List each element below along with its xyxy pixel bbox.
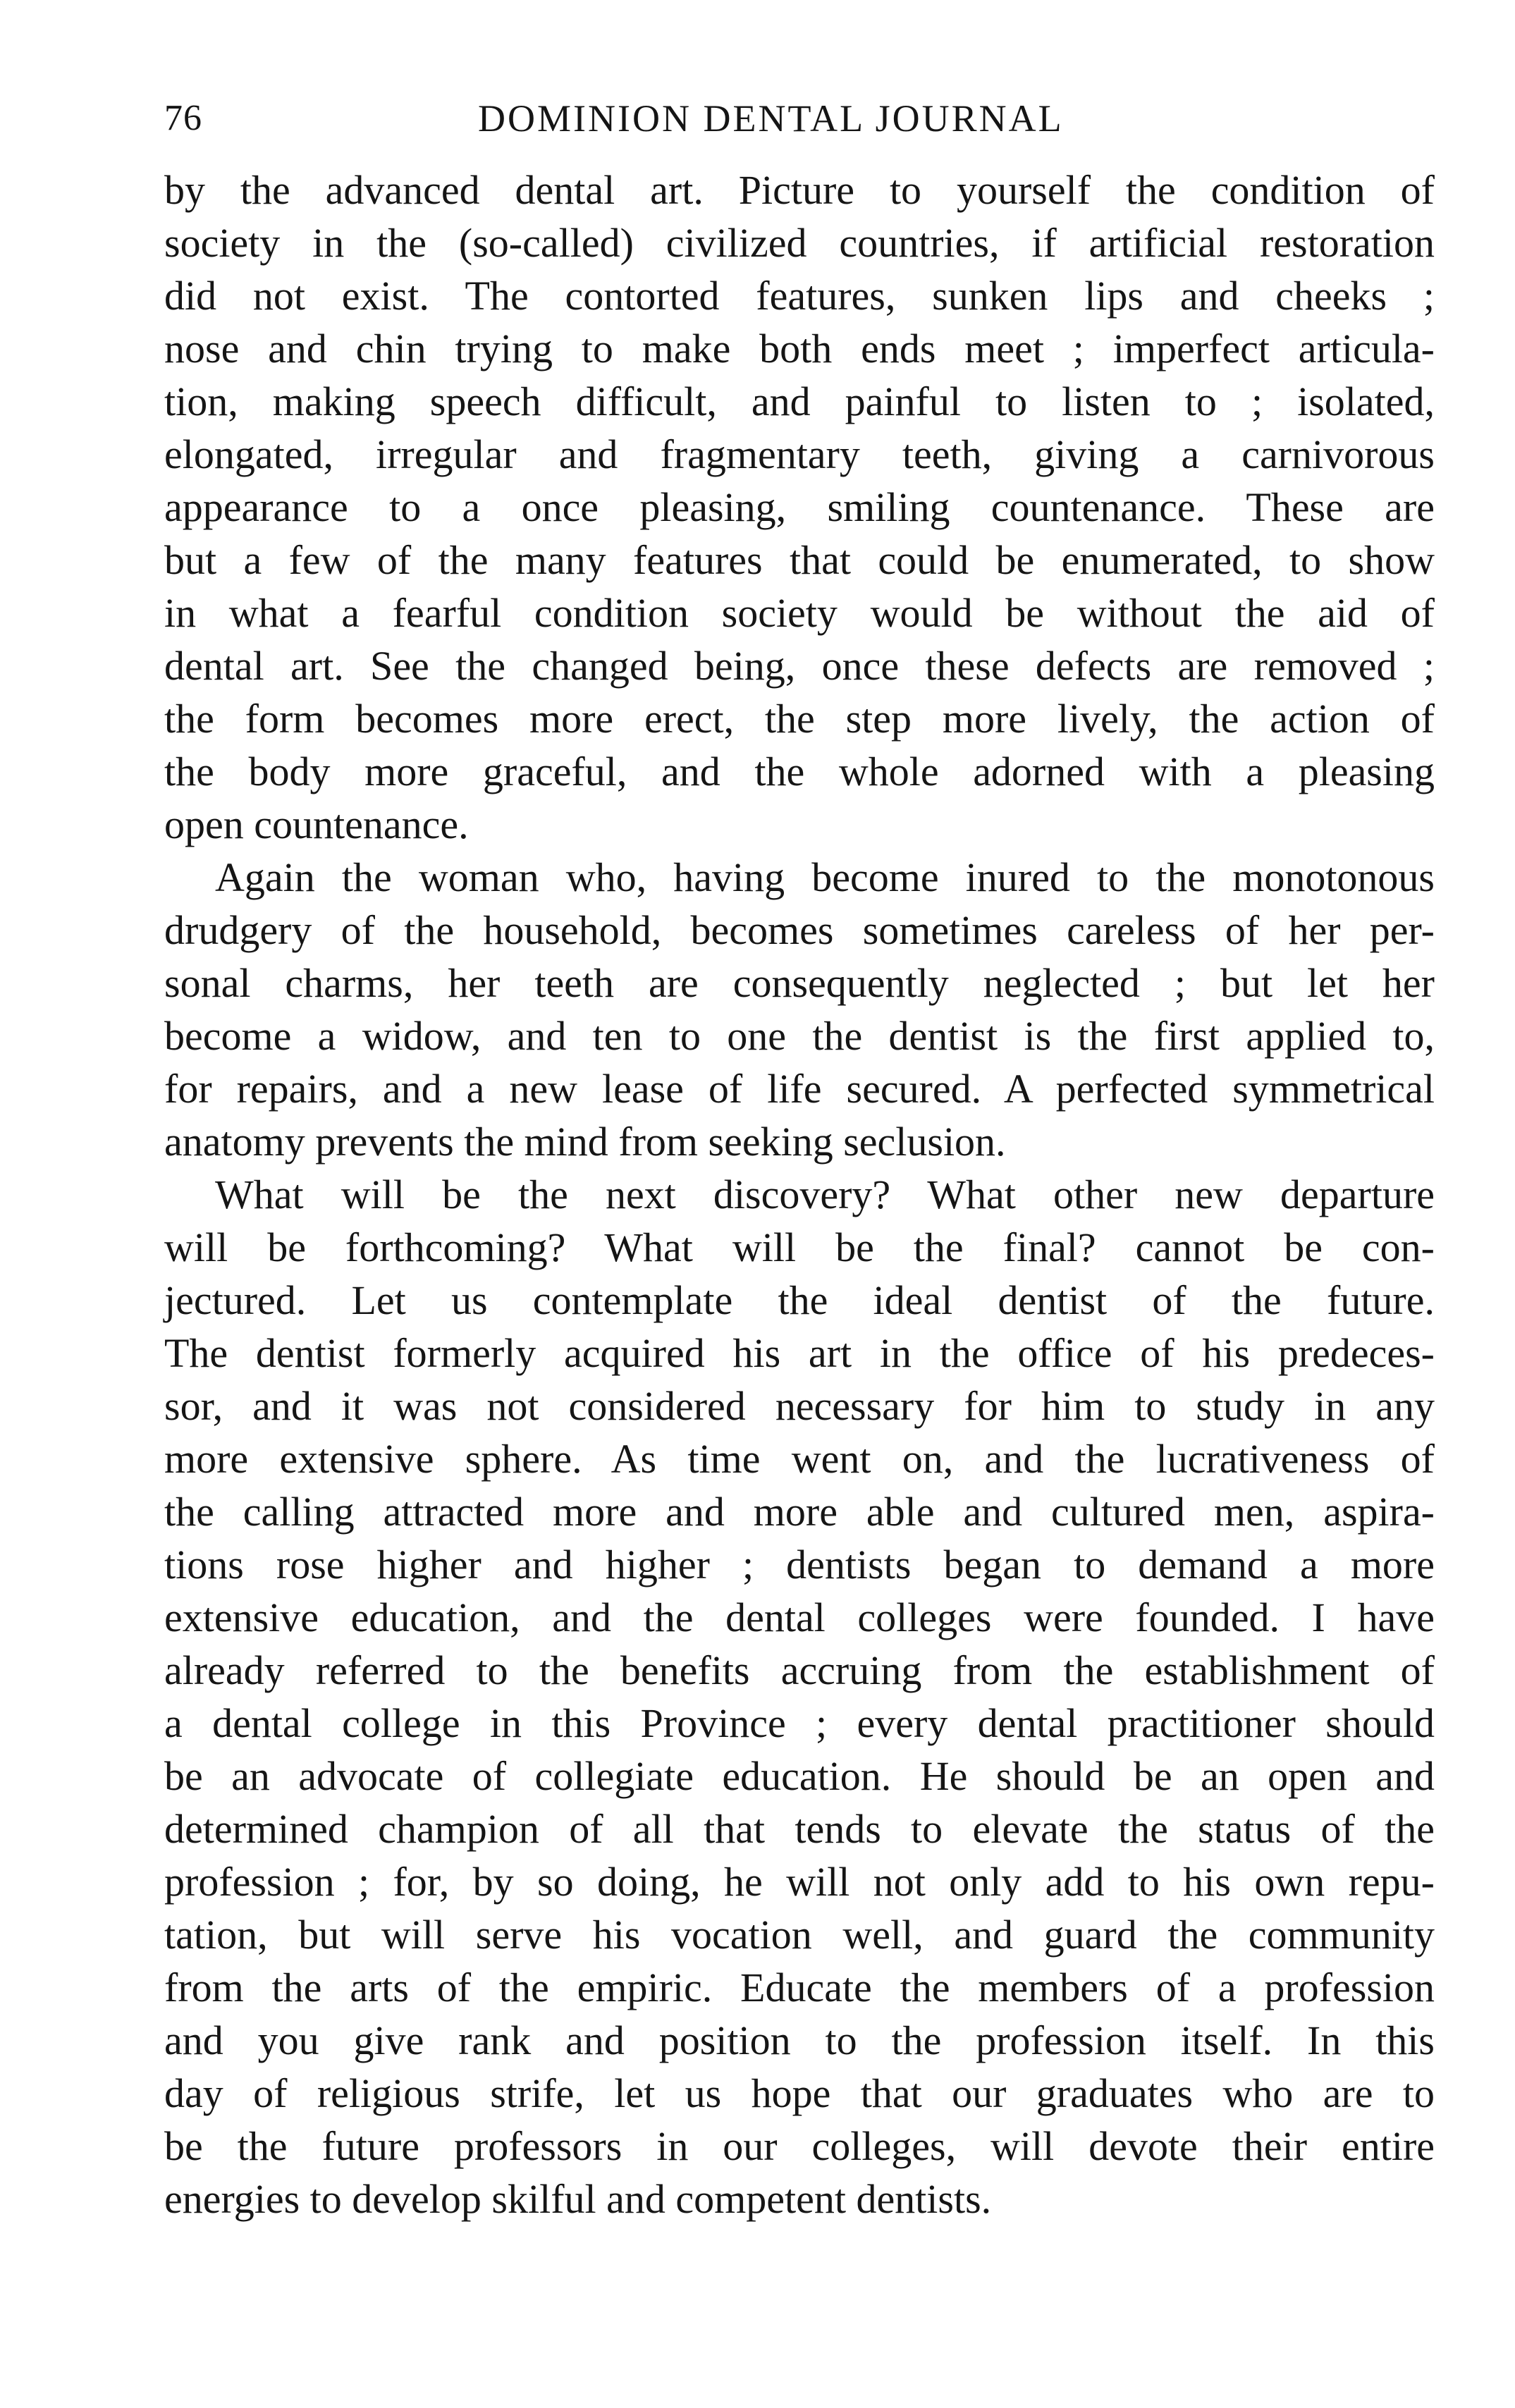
text-line: for repairs, and a new lease of life secured. A perfected symmetrical: [164, 1066, 1435, 1112]
text-line: but a few of the many features that could be enumerated, to show: [164, 537, 1435, 583]
text-line: will be forthcoming? What will be the final? cannot be con-: [164, 1224, 1435, 1270]
page-number: 76: [164, 98, 202, 138]
text-line: profession ; for, by so doing, he will not only add to his own repu-: [164, 1859, 1435, 1905]
text-line: the form becomes more erect, the step more lively, the action of: [164, 696, 1435, 742]
article-body: [164, 164, 1435, 2225]
text-line: What will be the next discovery? What other new departure: [215, 1172, 1435, 1217]
text-line: already referred to the benefits accruing from the establishment of: [164, 1647, 1435, 1693]
text-line: extensive education, and the dental colleges were founded. I have: [164, 1595, 1435, 1640]
text-line: and you give rank and position to the profession itself. In this: [164, 2017, 1435, 2063]
text-line: the body more graceful, and the whole adorned with a pleasing: [164, 749, 1435, 794]
text-line: anatomy prevents the mind from seeking seclusion.: [164, 1119, 1006, 1165]
running-head: DOMINION DENTAL JOURNAL: [478, 97, 1064, 140]
text-line: The dentist formerly acquired his art in the office of his predeces-: [164, 1330, 1435, 1376]
text-line: dental art. See the changed being, once these defects are removed ;: [164, 643, 1435, 689]
text-line: tation, but will serve his vocation well, and guard the community: [164, 1912, 1435, 1958]
text-line: sonal charms, her teeth are consequently neglected ; but let her: [164, 960, 1435, 1006]
text-line: tion, making speech difficult, and painful to listen to ; isolated,: [164, 379, 1435, 424]
text-line: open countenance.: [164, 801, 469, 847]
text-line: did not exist. The contorted features, sunken lips and cheeks ;: [164, 273, 1435, 319]
text-line: by the advanced dental art. Picture to yourself the condition of: [164, 167, 1435, 213]
text-line: determined champion of all that tends to elevate the status of the: [164, 1806, 1435, 1852]
text-line: be an advocate of collegiate education. He should be an open and: [164, 1753, 1435, 1799]
text-line: the calling attracted more and more able and cultured men, aspira-: [164, 1489, 1435, 1535]
paragraph-2: [164, 851, 1435, 1168]
text-line: become a widow, and ten to one the dentist is the first applied to,: [164, 1013, 1435, 1059]
text-line: be the future professors in our colleges, will devote their entire: [164, 2123, 1435, 2169]
text-line: sor, and it was not considered necessary for him to study in any: [164, 1383, 1435, 1429]
text-line: elongated, irregular and fragmentary teeth, giving a carnivorous: [164, 431, 1435, 477]
text-line: jectured. Let us contemplate the ideal dentist of the future.: [164, 1277, 1435, 1323]
text-line: tions rose higher and higher ; dentists began to demand a more: [164, 1542, 1435, 1587]
text-line: in what a fearful condition society would be without the aid of: [164, 590, 1435, 636]
text-line: from the arts of the empiric. Educate the members of a profession: [164, 1965, 1435, 2010]
text-line: drudgery of the household, becomes sometimes careless of her per-: [164, 907, 1435, 953]
text-line: society in the (so-called) civilized countries, if artificial restoration: [164, 220, 1435, 266]
text-line: energies to develop skilful and competent dentists.: [164, 2176, 992, 2222]
text-line: Again the woman who, having become inured to the monotonous: [215, 854, 1435, 900]
page-header: [164, 90, 1433, 147]
text-line: day of religious strife, let us hope that our graduates who are to: [164, 2070, 1435, 2116]
paragraph-3: [164, 1168, 1435, 2225]
text-line: appearance to a once pleasing, smiling countenance. These are: [164, 484, 1435, 530]
text-line: nose and chin trying to make both ends meet ; imperfect articula-: [164, 326, 1435, 371]
text-line: a dental college in this Province ; every dental practitioner should: [164, 1700, 1435, 1746]
paragraph-1: [164, 164, 1435, 851]
text-line: more extensive sphere. As time went on, and the lucrativeness of: [164, 1436, 1435, 1482]
